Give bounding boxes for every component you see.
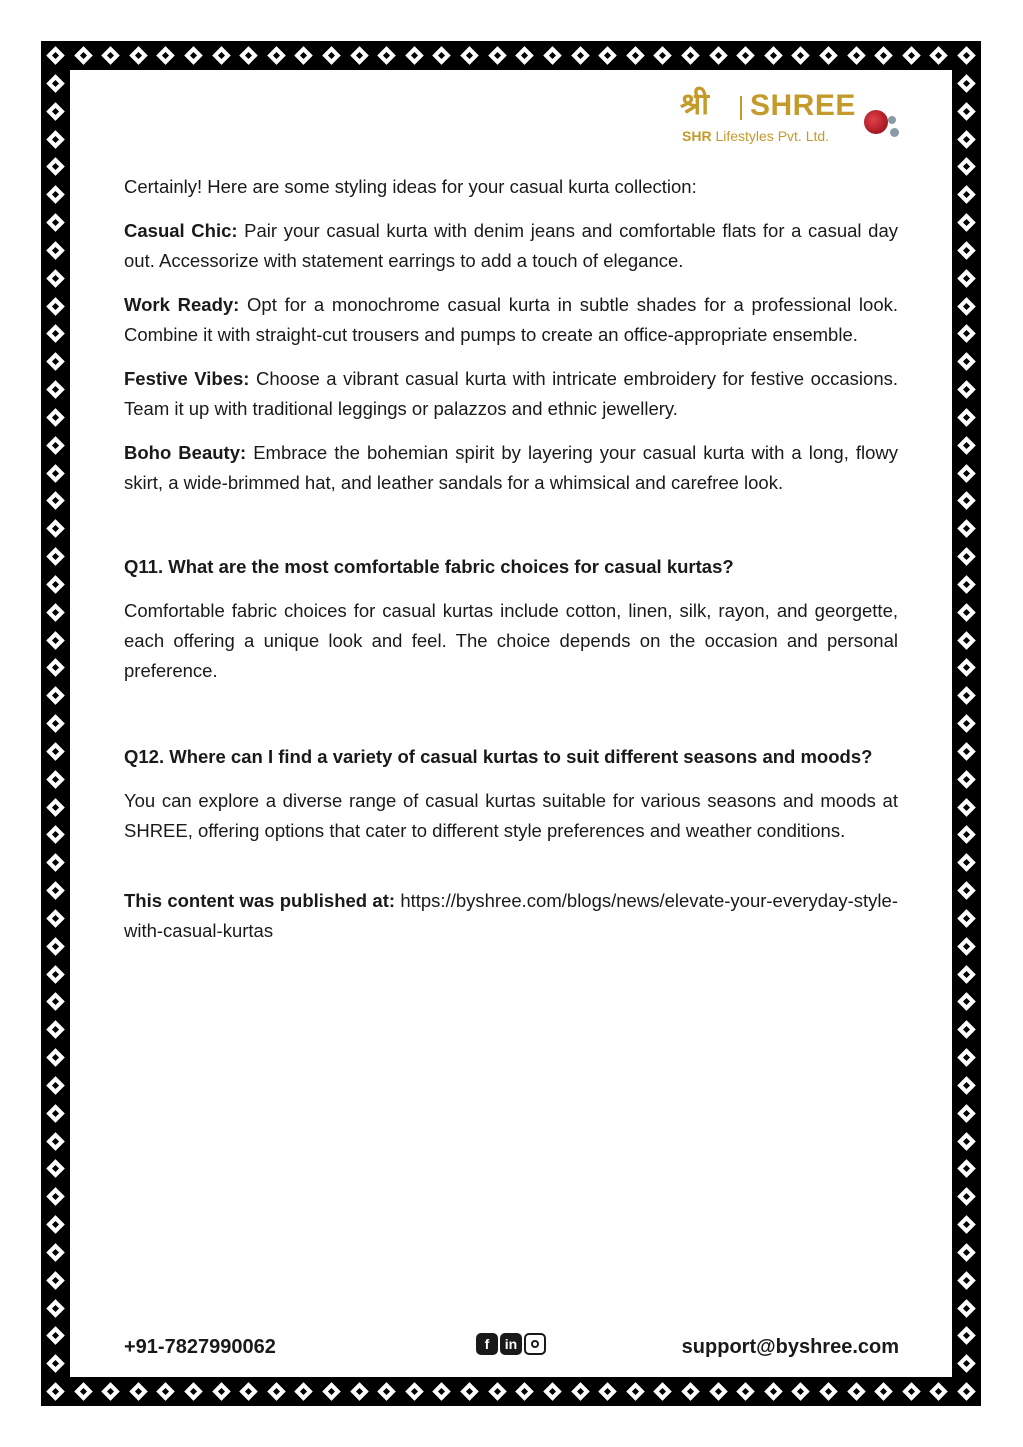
border-diamond	[957, 1104, 975, 1122]
border-diamond	[46, 826, 64, 844]
border-diamond	[957, 1160, 975, 1178]
border-diamond	[46, 325, 64, 343]
border-diamond	[212, 1382, 230, 1400]
border-diamond	[819, 1382, 837, 1400]
border-diamond	[957, 408, 975, 426]
border-diamond	[957, 853, 975, 871]
faq-answer-12: You can explore a diverse range of casual kurtas suitable for various seasons and moods at SHREE, offering options that cater to different style preferences and weather conditions.	[124, 790, 898, 841]
border-diamond	[46, 631, 64, 649]
border-diamond	[488, 1382, 506, 1400]
border-diamond	[654, 46, 672, 64]
border-diamond	[681, 1382, 699, 1400]
border-diamond	[957, 1382, 975, 1400]
border-diamond	[46, 380, 64, 398]
border-diamond	[46, 1215, 64, 1233]
border-diamond	[930, 46, 948, 64]
border-diamond	[378, 1382, 396, 1400]
border-diamond	[516, 1382, 534, 1400]
border-diamond	[957, 965, 975, 983]
border-diamond	[433, 1382, 451, 1400]
border-diamond	[184, 46, 202, 64]
border-diamond	[267, 1382, 285, 1400]
border-diamond	[957, 631, 975, 649]
border-diamond	[46, 241, 64, 259]
border-diamond	[957, 909, 975, 927]
logo-devanagari: श्री	[680, 87, 710, 122]
border-diamond	[322, 1382, 340, 1400]
border-diamond	[46, 1299, 64, 1317]
logo-divider	[740, 96, 742, 120]
border-diamond	[46, 909, 64, 927]
border-diamond	[736, 1382, 754, 1400]
border-diamond	[957, 993, 975, 1011]
border-diamond	[764, 1382, 782, 1400]
border-diamond	[957, 158, 975, 176]
border-diamond	[957, 130, 975, 148]
border-diamond	[212, 46, 230, 64]
tip-work-ready: Work Ready: Opt for a monochrome casual kurta in subtle shades for a professional look. Combine it with straight-cut trousers and pumps to create an office-appropriate ensemble.	[124, 294, 899, 345]
border-diamond	[129, 46, 147, 64]
border-diamond	[46, 269, 64, 287]
faq-answer-11: Comfortable fabric choices for casual kurtas include cotton, linen, silk, rayon, and georgette, each offering a unique look and feel. The choice depends on the occasion and personal preference.	[124, 600, 898, 681]
border-diamond	[792, 1382, 810, 1400]
border-diamond	[957, 770, 975, 788]
border-diamond	[378, 46, 396, 64]
border-diamond	[957, 102, 975, 120]
border-diamond	[46, 547, 64, 565]
border-diamond	[957, 686, 975, 704]
border-diamond	[46, 1271, 64, 1289]
logo-company: SHR Lifestyles Pvt. Ltd.	[682, 128, 830, 144]
shree-logo	[678, 86, 908, 150]
border-diamond	[598, 46, 616, 64]
border-diamond	[654, 1382, 672, 1400]
border-diamond	[74, 1382, 92, 1400]
border-diamond	[957, 1076, 975, 1094]
border-diamond	[129, 1382, 147, 1400]
border-diamond	[957, 714, 975, 732]
border-diamond	[847, 1382, 865, 1400]
border-diamond	[709, 1382, 727, 1400]
border-diamond	[957, 1187, 975, 1205]
border-diamond	[322, 46, 340, 64]
border-diamond	[902, 46, 920, 64]
border-diamond	[957, 603, 975, 621]
border-diamond	[957, 742, 975, 760]
border-diamond	[792, 46, 810, 64]
border-diamond	[957, 492, 975, 510]
border-diamond	[46, 798, 64, 816]
logo-dot	[890, 128, 899, 137]
border-diamond	[488, 46, 506, 64]
border-diamond	[46, 185, 64, 203]
border-diamond	[957, 881, 975, 899]
border-diamond	[102, 46, 120, 64]
border-diamond	[46, 46, 64, 64]
border-diamond	[957, 297, 975, 315]
border-diamond	[957, 380, 975, 398]
footer-phone[interactable]: +91-7827990062	[124, 1336, 276, 1358]
border-diamond	[102, 1382, 120, 1400]
border-diamond	[46, 492, 64, 510]
border-diamond	[46, 714, 64, 732]
border-diamond	[46, 770, 64, 788]
border-diamond	[46, 881, 64, 899]
border-diamond	[46, 1327, 64, 1345]
border-diamond	[46, 686, 64, 704]
border-diamond	[626, 46, 644, 64]
border-diamond	[957, 575, 975, 593]
border-diamond	[405, 1382, 423, 1400]
border-diamond	[46, 1020, 64, 1038]
border-diamond	[433, 46, 451, 64]
border-diamond	[46, 74, 64, 92]
social-links	[476, 1333, 546, 1357]
border-diamond	[957, 547, 975, 565]
border-diamond	[957, 1243, 975, 1261]
border-diamond	[957, 436, 975, 454]
border-diamond	[46, 965, 64, 983]
border-diamond	[957, 241, 975, 259]
border-diamond	[957, 325, 975, 343]
border-diamond	[46, 603, 64, 621]
border-diamond	[184, 1382, 202, 1400]
border-diamond	[350, 46, 368, 64]
border-diamond	[295, 1382, 313, 1400]
border-diamond	[46, 1048, 64, 1066]
border-diamond	[295, 46, 313, 64]
border-diamond	[46, 853, 64, 871]
border-diamond	[516, 46, 534, 64]
border-diamond	[957, 1048, 975, 1066]
border-diamond	[46, 213, 64, 231]
border-diamond	[957, 46, 975, 64]
faq-question-12: Q12. Where can I find a variety of casual kurtas to suit different seasons and moods?	[124, 746, 873, 767]
border-diamond	[46, 993, 64, 1011]
border-diamond	[46, 1243, 64, 1261]
border-diamond	[957, 1299, 975, 1317]
intro-paragraph: Certainly! Here are some styling ideas for your casual kurta collection:	[124, 176, 697, 197]
border-diamond	[46, 158, 64, 176]
border-diamond	[874, 1382, 892, 1400]
border-diamond	[626, 1382, 644, 1400]
border-diamond	[957, 269, 975, 287]
border-diamond	[957, 1020, 975, 1038]
border-diamond	[240, 1382, 258, 1400]
border-diamond	[681, 46, 699, 64]
border-diamond	[571, 1382, 589, 1400]
published-link[interactable]: https://byshree.com/blogs/news/elevate-your-everyday-style-with-casual-kurtas	[124, 890, 898, 941]
border-diamond	[46, 575, 64, 593]
border-diamond	[957, 659, 975, 677]
border-diamond	[847, 46, 865, 64]
border-diamond	[460, 46, 478, 64]
border-diamond	[709, 46, 727, 64]
border-diamond	[819, 46, 837, 64]
border-diamond	[350, 1382, 368, 1400]
tip-casual-chic: Casual Chic: Pair your casual kurta with denim jeans and comfortable flats for a casual day out. Accessorize with statement earrings to add a touch of elegance.	[124, 220, 898, 271]
border-diamond	[874, 46, 892, 64]
border-diamond	[957, 74, 975, 92]
border-diamond	[240, 46, 258, 64]
border-diamond	[957, 1215, 975, 1233]
border-diamond	[543, 1382, 561, 1400]
border-diamond	[957, 464, 975, 482]
border-diamond	[46, 1104, 64, 1122]
flower-icon	[864, 110, 888, 134]
border-diamond	[957, 519, 975, 537]
border-diamond	[957, 213, 975, 231]
border-diamond	[736, 46, 754, 64]
border-diamond	[46, 742, 64, 760]
border-diamond	[46, 1160, 64, 1178]
border-diamond	[957, 937, 975, 955]
border-diamond	[46, 297, 64, 315]
border-diamond	[957, 185, 975, 203]
border-diamond	[957, 798, 975, 816]
tip-boho-beauty: Boho Beauty: Embrace the bohemian spirit by layering your casual kurta with a long, flowy skirt, a wide-brimmed hat, and leather sandals for a whimsical and carefree look.	[124, 442, 899, 493]
linkedin-icon[interactable]: in	[500, 1333, 522, 1355]
border-diamond	[267, 46, 285, 64]
border-diamond	[157, 46, 175, 64]
facebook-icon[interactable]: f	[476, 1333, 498, 1355]
border-diamond	[46, 1382, 64, 1400]
border-diamond	[46, 1076, 64, 1094]
published-note: This content was published at: https://byshree.com/blogs/news/elevate-your-everyday-style-with-casual-kurtas	[124, 890, 898, 941]
border-diamond	[46, 102, 64, 120]
border-diamond	[46, 659, 64, 677]
border-diamond	[46, 1132, 64, 1150]
border-diamond	[957, 1327, 975, 1345]
border-diamond	[46, 130, 64, 148]
border-diamond	[460, 1382, 478, 1400]
border-diamond	[902, 1382, 920, 1400]
border-diamond	[46, 464, 64, 482]
faq-question-11: Q11. What are the most comfortable fabric choices for casual kurtas?	[124, 556, 734, 577]
border-diamond	[46, 519, 64, 537]
border-diamond	[46, 408, 64, 426]
footer-email[interactable]: support@byshree.com	[681, 1336, 899, 1358]
border-diamond	[764, 46, 782, 64]
border-diamond	[405, 46, 423, 64]
border-diamond	[46, 352, 64, 370]
border-diamond	[46, 1187, 64, 1205]
border-diamond	[957, 1271, 975, 1289]
border-diamond	[957, 1132, 975, 1150]
border-diamond	[157, 1382, 175, 1400]
instagram-icon[interactable]	[524, 1333, 546, 1355]
border-diamond	[930, 1382, 948, 1400]
tip-festive-vibes: Festive Vibes: Choose a vibrant casual kurta with intricate embroidery for festive occasions. Team it up with traditional leggings or palazzos and ethnic jewellery.	[124, 368, 898, 419]
border-diamond	[571, 46, 589, 64]
border-diamond	[598, 1382, 616, 1400]
logo-dot	[888, 116, 896, 124]
article-content	[124, 170, 898, 946]
border-diamond	[46, 1354, 64, 1372]
border-diamond	[74, 46, 92, 64]
border-diamond	[543, 46, 561, 64]
border-diamond	[957, 352, 975, 370]
border-diamond	[957, 826, 975, 844]
logo-brand: SHREE	[750, 89, 856, 122]
border-diamond	[46, 937, 64, 955]
border-diamond	[46, 436, 64, 454]
border-diamond	[957, 1354, 975, 1372]
